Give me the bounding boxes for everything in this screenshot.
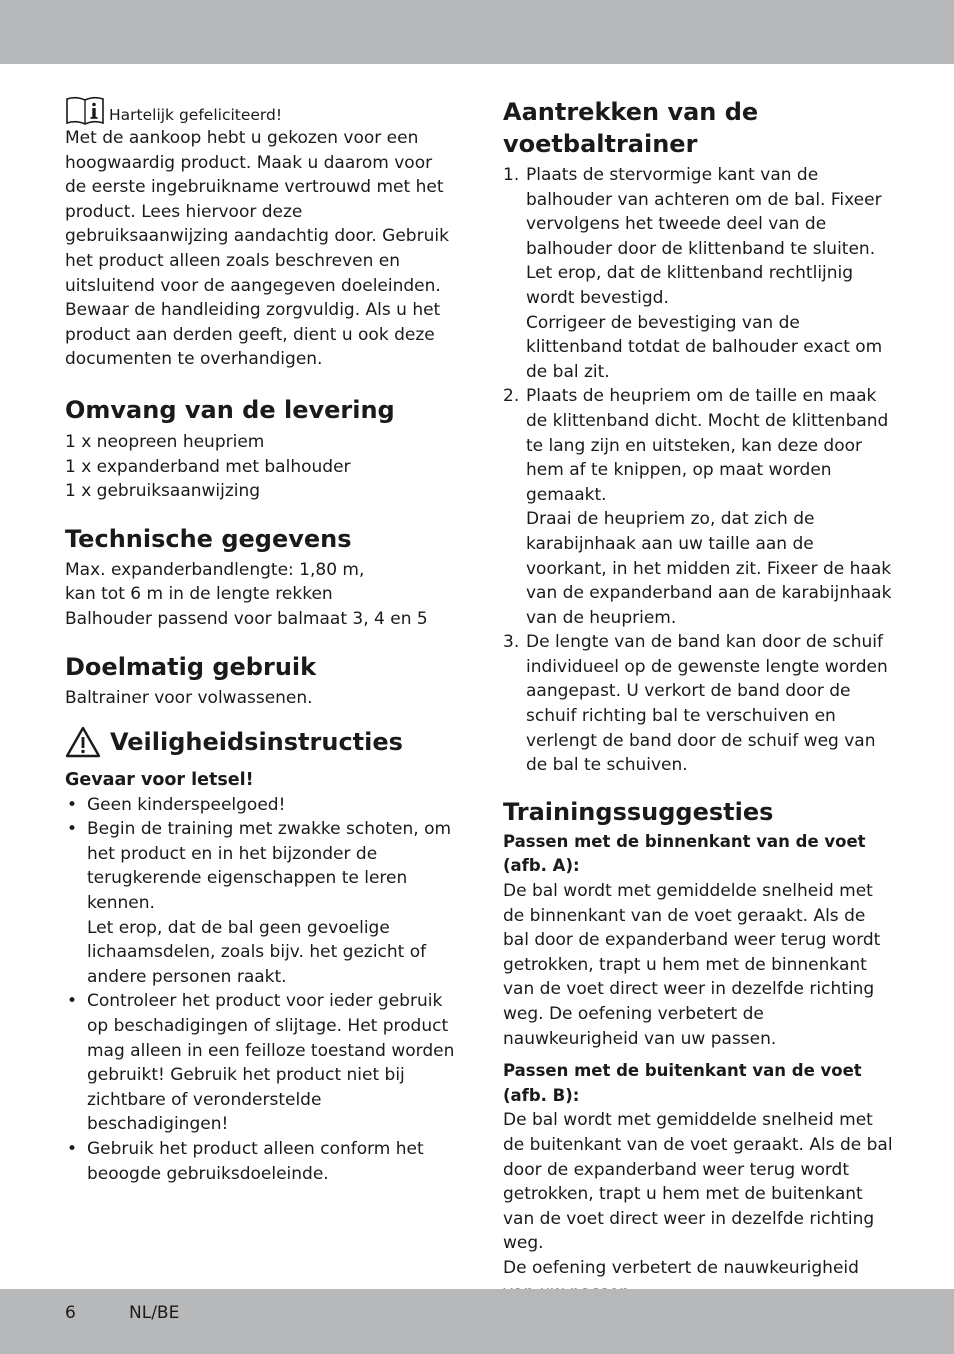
purpose-text: Baltrainer voor volwassenen. [65,687,313,708]
danger-heading: Gevaar voor letsel! [65,770,254,791]
info-book-icon [65,96,105,126]
outside-heading: Passen met de buitenkant van de voet (afb. B): [503,1061,862,1105]
tech-line: Max. expanderbandlengte: 1,80 m, [65,559,365,580]
tech-line: Balhouder passend voor balmaat 3, 4 en 5 [65,608,428,629]
delivery-heading: Omvang van de levering [65,395,395,424]
header-band [0,0,954,64]
inside-text: De bal wordt met gemiddelde snelheid met de binnenkant van de voet geraakt. Als de bal door de expanderband weer terug wordt getrokken, trapt u hem met de binnenkant van de voet direct weer in dezelfde richting weg. De oefening verbetert de nauwkeurigheid van uw passen. [503,881,881,1049]
safety-heading: Veiligheidsinstructies [110,728,403,757]
page-number: 6 [65,1303,76,1323]
list-item: • Controleer het product voor ieder gebruik op beschadigingen of slijtage. Het product mag alleen in een feilloze toestand worden gebruikt! Gebruik het product niet bij zichtbare of veronderstelde beschadigingen! [65,989,457,1137]
safety-list [65,793,457,1187]
purpose-heading: Doelmatig gebruik [65,652,317,681]
steps-list [503,163,893,778]
delivery-list [65,430,457,504]
list-item: 3. De lengte van de band kan door de schuif individueel op de gewenste lengte worden aangepast. U verkort de band door de schuif richting bal te verschuiven en verlengt de band door de schuif weg van de bal te schuiven. [503,632,888,776]
delivery-item: 1 x expanderband met balhouder [65,456,351,477]
list-item: 1. Plaats de stervormige kant van de balhouder van achteren om de bal. Fixeer vervolgens het tweede deel van de balhouder door de klittenband te sluiten. Let erop, dat de klittenband rechtlijnig wordt bevestigd. Corrigeer de bevestiging van de klittenband totdat de balhouder exact om de bal zit. [503,165,883,382]
outside-text-2: De oefening verbetert de nauwkeurigheid [503,1257,859,1278]
outside-text: De bal wordt met gemiddelde snelheid met de buitenkant van de voet geraakt. Als de bal door de expanderband weer terug wordt getrokken, trapt u hem met de buitenkant van de voet direct weer in dezelfde richting weg. [503,1110,893,1254]
right-column [503,96,893,1305]
intro-text: Met de aankoop hebt u gekozen voor een hoogwaardig product. Maak u daarom voor de eerste ingebruikname vertrouwd met het product. Lees hiervoor deze gebruiksaanwijzing aandachtig door. Gebruik het product alleen zoals beschreven en uitsluitend voor de aangegeven doeleinden. Bewaar de handleiding zorgvuldig. Als u het product aan derden geeft, dient u ook deze documenten te overhandigen. [65,128,449,370]
delivery-item: 1 x neopreen heupriem [65,431,265,452]
list-item: 2. Plaats de heupriem om de taille en maak de klittenband dicht. Mocht de klittenband te lang zijn en uitsteken, kan deze door hem af te knippen, op maat worden gemaakt. Draai de heupriem zo, dat zich de karabijnhaak aan uw taille aan de voorkant, in het midden zit. Fixeer de haak van de expanderband aan de karabijnhaak van de heupriem. [503,386,892,628]
footer [65,1303,180,1323]
tech-line: kan tot 6 m in de lengte rekken [65,584,333,605]
tech-list [65,558,457,632]
attach-heading: Aantrekken van de voetbaltrainer [503,98,759,158]
delivery-item: 1 x gebruiksaanwijzing [65,481,261,502]
list-item: • Begin de training met zwakke schoten, om het product en in het bijzonder de terugkerende eigenschappen te leren kennen. Let erop, dat de bal geen gevoelige lichaamsdelen, zoals bijv. het gezicht of andere personen raakt. [65,817,457,989]
left-column [65,96,457,1186]
intro-heading-row [65,96,457,126]
inside-heading: Passen met de binnenkant van de voet (afb. A): [503,831,866,876]
list-item: • Gebruik het product alleen conform het beoogde gebruiksdoeleinde. [65,1137,457,1186]
tech-heading: Technische gegevens [65,524,352,553]
warning-triangle-icon [65,726,101,758]
intro-heading: Hartelijk gefeliciteerd! [109,106,283,124]
training-heading: Trainingssuggesties [503,797,774,826]
list-item: • Geen kinderspeelgoed! [65,793,457,818]
safety-heading-row [65,726,457,758]
language-code: NL/BE [129,1303,180,1323]
